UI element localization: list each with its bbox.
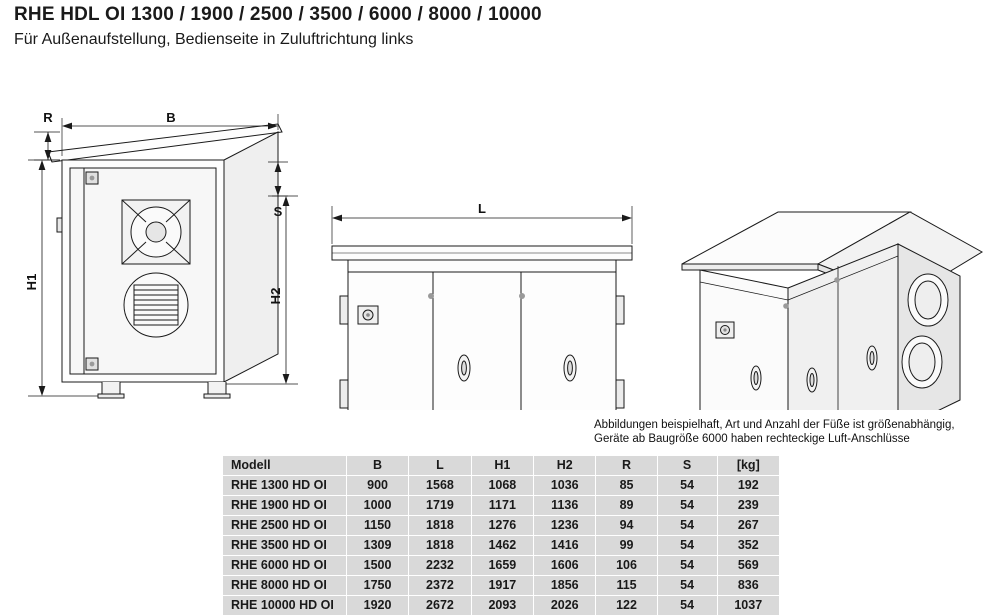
table-cell: 1462 [471,536,533,556]
table-header-cell: S [657,456,717,476]
table-cell-model: RHE 1300 HD OI [223,476,347,496]
table-row [223,516,780,536]
table-cell-model: RHE 8000 HD OI [223,576,347,596]
specs-table-container [222,455,780,616]
table-cell: 1036 [534,476,596,496]
table-cell: 569 [717,556,779,576]
table-cell: 1236 [534,516,596,536]
table-cell: 192 [717,476,779,496]
table-cell: 54 [657,576,717,596]
table-header-row [223,456,780,476]
table-cell-model: RHE 2500 HD OI [223,516,347,536]
table-cell: 1276 [471,516,533,536]
table-cell: 85 [596,476,657,496]
table-cell-model: RHE 3500 HD OI [223,536,347,556]
table-cell: 1568 [409,476,471,496]
table-row [223,496,780,516]
table-cell: 836 [717,576,779,596]
table-cell: 239 [717,496,779,516]
table-cell: 1719 [409,496,471,516]
front-dim-B-label: B [166,110,176,125]
table-row [223,576,780,596]
table-header-cell: R [596,456,657,476]
table-cell: 2026 [534,596,596,616]
page-subtitle: Für Außenaufstellung, Bedienseite in Zuluftrichtung links [14,31,414,48]
table-cell: 1659 [471,556,533,576]
table-header-cell: H1 [471,456,533,476]
table-cell: 99 [596,536,657,556]
table-cell: 1068 [471,476,533,496]
table-cell: 1309 [346,536,408,556]
table-cell: 1150 [346,516,408,536]
table-header-cell: H2 [534,456,596,476]
front-dim-R-label: R [43,110,53,125]
table-cell: 352 [717,536,779,556]
table-row [223,476,780,496]
table-row [223,536,780,556]
table-cell: 1920 [346,596,408,616]
table-cell: 1856 [534,576,596,596]
table-cell: 106 [596,556,657,576]
table-cell: 122 [596,596,657,616]
table-cell: 1136 [534,496,596,516]
table-cell: 54 [657,536,717,556]
table-cell: 1000 [346,496,408,516]
table-cell: 1037 [717,596,779,616]
side-view-drawing [318,100,648,410]
table-cell: 1818 [409,536,471,556]
front-dim-S-label: S [273,204,283,219]
table-cell: 2093 [471,596,533,616]
isometric-view-drawing [660,100,1000,410]
table-cell-model: RHE 1900 HD OI [223,496,347,516]
table-cell: 115 [596,576,657,596]
table-cell-model: RHE 10000 HD OI [223,596,347,616]
table-cell: 54 [657,556,717,576]
table-cell: 267 [717,516,779,536]
table-cell: 2232 [409,556,471,576]
table-header-cell: B [346,456,408,476]
table-cell: 1917 [471,576,533,596]
iso-note-line-1: Abbildungen beispielhaft, Art und Anzahl der Füße ist größenabhängig, [594,419,955,431]
table-cell: 54 [657,596,717,616]
table-cell: 2672 [409,596,471,616]
specs-table [222,455,780,616]
table-cell: 1500 [346,556,408,576]
table-cell: 1171 [471,496,533,516]
iso-view-note [594,418,994,446]
table-cell: 1750 [346,576,408,596]
table-cell: 1416 [534,536,596,556]
table-cell: 1606 [534,556,596,576]
table-cell: 1818 [409,516,471,536]
front-dim-H1-label: H1 [24,273,39,291]
table-cell: 2372 [409,576,471,596]
table-header-cell: L [409,456,471,476]
table-row [223,556,780,576]
table-header-cell: [kg] [717,456,779,476]
table-cell: 54 [657,476,717,496]
table-cell: 89 [596,496,657,516]
front-dim-H2-label: H2 [268,287,283,305]
front-view-drawing [10,100,320,410]
iso-note-line-2: Geräte ab Baugröße 6000 haben rechteckige Luft-Anschlüsse [594,433,910,445]
table-cell: 94 [596,516,657,536]
table-row [223,596,780,616]
page-title: RHE HDL OI 1300 / 1900 / 2500 / 3500 / 6000 / 8000 / 10000 [14,4,542,25]
side-dim-L-label: L [478,201,486,216]
table-cell-model: RHE 6000 HD OI [223,556,347,576]
table-cell: 54 [657,516,717,536]
table-cell: 900 [346,476,408,496]
table-cell: 54 [657,496,717,516]
table-header-cell: Modell [223,456,347,476]
